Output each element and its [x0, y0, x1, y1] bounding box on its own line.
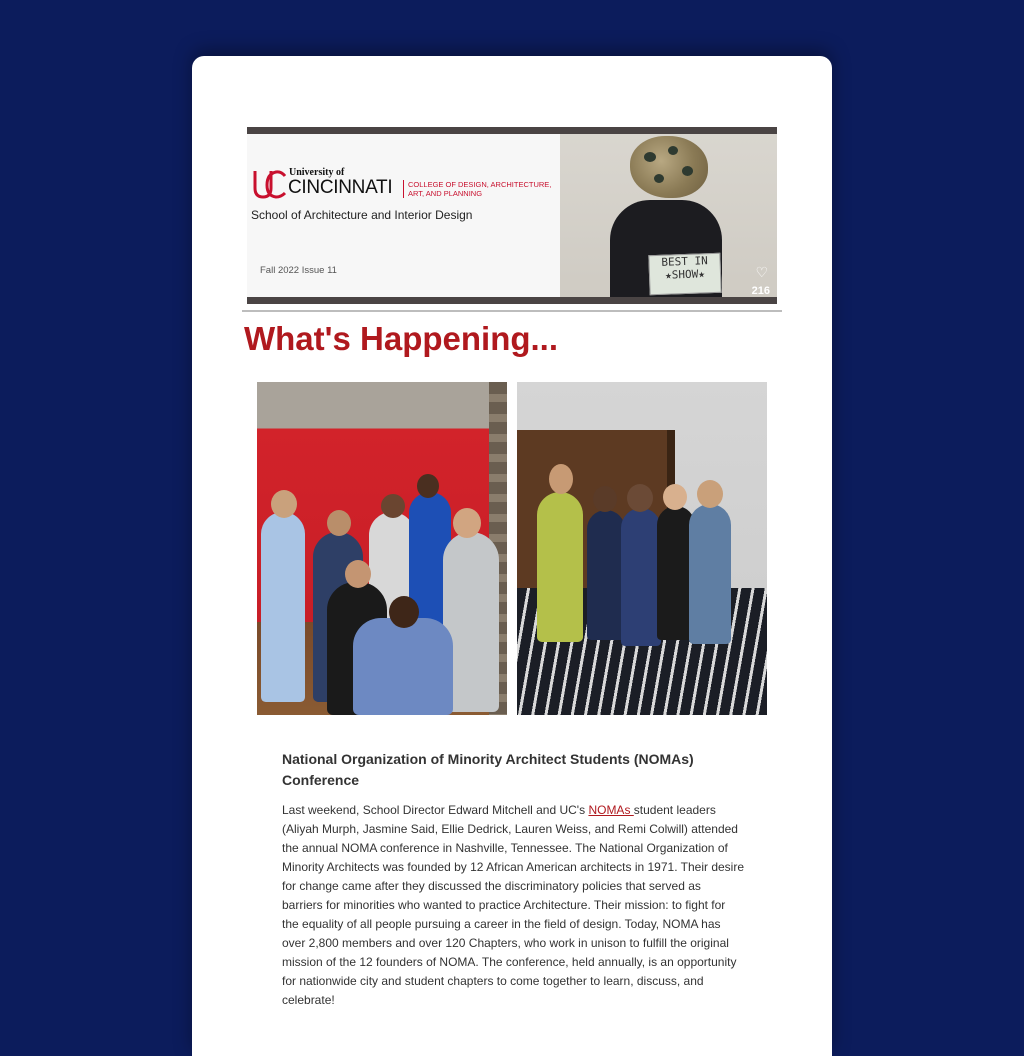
school-name: School of Architecture and Interior Design [251, 208, 473, 222]
university-prefix: University of [289, 167, 345, 178]
banner-top-stripe [247, 127, 777, 134]
university-name: CINCINNATI [288, 177, 393, 198]
banner-branding [247, 134, 560, 297]
issue-label: Fall 2022 Issue 11 [260, 265, 337, 276]
article-title: National Organization of Minority Architect Students (NOMAs) Conference [282, 751, 694, 788]
like-count: 216 [751, 285, 770, 297]
banner-photo [560, 134, 777, 297]
header-banner [247, 127, 777, 304]
banner-bottom-stripe [247, 297, 777, 304]
nomas-link[interactable]: NOMAs [588, 803, 634, 817]
sign-line-1: BEST IN [661, 254, 708, 269]
article-body-intro: Last weekend, School Director Edward Mitchell and UC's [282, 803, 589, 817]
best-in-show-sign [648, 253, 721, 295]
photo-sculpture-mask [630, 136, 708, 198]
logo-divider [403, 180, 404, 198]
uc-logo-icon [252, 168, 286, 200]
article-body [282, 801, 744, 1010]
sign-line-2: ★SHOW★ [664, 267, 706, 282]
newsletter-card [192, 56, 832, 1056]
heart-icon: ♡ [755, 264, 768, 280]
conference-group-photo-right [517, 382, 767, 715]
article-body-text: student leaders (Aliyah Murph, Jasmine Said, Ellie Dedrick, Lauren Weiss, and Remi Colwill) attended the annual NOMA conference in Nashville, Tennessee. The National Organization of Minority Architects was founded by 12 African American architects in 1971. Their desire for change came after they discussed the discriminatory policies that served as barriers for minorities who wanted to practice Architecture. Their mission: to fight for the equality of all people pursuing a career in the field of design. Today, NOMA has over 2,800 members and over 120 Chapters, who work in unison to fulfill the original mission of the 12 founders of NOMA. The conference, held annually, is an opportunity for nationwide city and student chapters to come together to learn, discuss, and celebrate! [282, 803, 745, 1007]
conference-group-photo-left [257, 382, 507, 715]
divider [242, 310, 782, 312]
college-name: COLLEGE OF DESIGN, ARCHITECTURE, ART, AND PLANNING [408, 180, 552, 198]
section-heading: What's Happening... [244, 320, 559, 357]
